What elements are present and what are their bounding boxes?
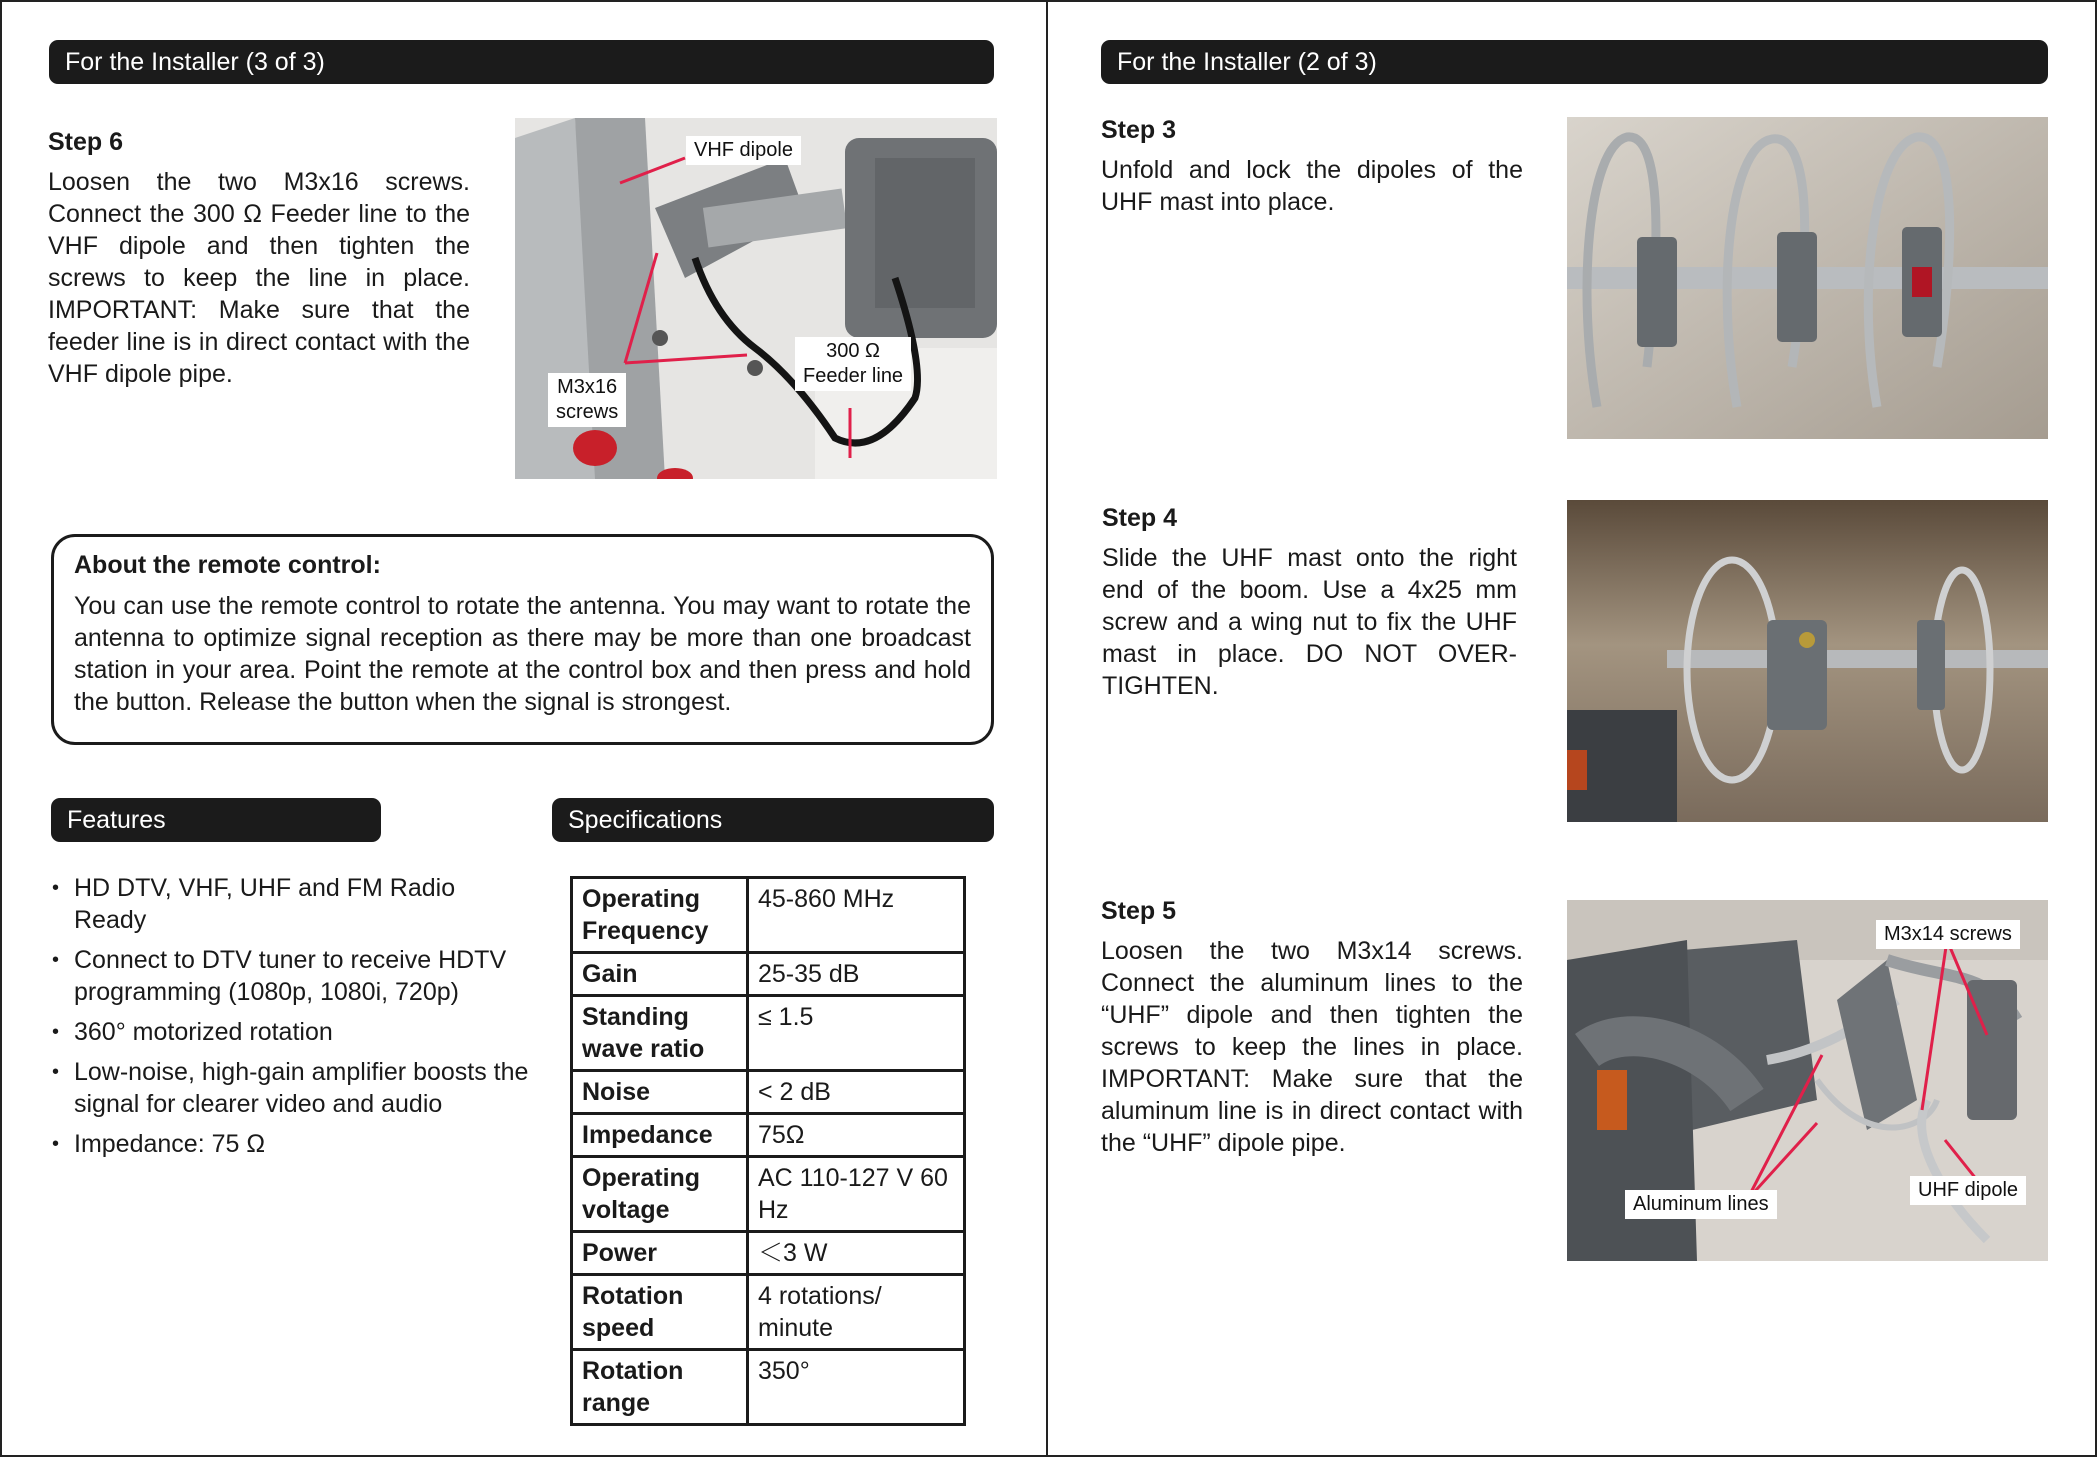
spec-value: 75Ω: [748, 1114, 965, 1157]
spec-value: AC 110-127 V 60 Hz: [748, 1157, 965, 1232]
spec-value: 4 rotations/ minute: [748, 1275, 965, 1350]
features-header: Features: [51, 798, 381, 842]
spec-value: 45-860 MHz: [748, 878, 965, 953]
step4-photo: [1567, 500, 2048, 822]
step5-text: Loosen the two M3x14 screws. Connect the aluminum lines to the “UHF” dipole and then tighten the screws to keep the lines in place. IMPORTANT: Make sure that the aluminum line is in direct contact with the “UHF” dipole pipe.: [1101, 937, 1523, 1157]
remote-text: You can use the remote control to rotate the antenna. You may want to rotate the antenna to optimize signal reception as there may be more than one broadcast station in your area. Point the remote at the control box and then press and hold the button. Release the button when the signal is strongest.: [74, 592, 971, 716]
spec-value: ＜3 W: [748, 1232, 965, 1275]
spec-row: [572, 996, 965, 1071]
spec-row: [572, 1275, 965, 1350]
installer-2-header: For the Installer (2 of 3): [1101, 40, 2048, 84]
feature-item: • Low-noise, high-gain amplifier boosts the signal for clearer video and audio: [50, 1056, 530, 1120]
callout-m3x16-screws: M3x16 screws: [548, 373, 626, 427]
step3-title: Step 3: [1101, 116, 1177, 144]
callout-feeder-line: 300 Ω Feeder line: [795, 337, 911, 391]
step6-title: Step 6: [48, 128, 124, 156]
spec-key: Gain: [572, 953, 748, 996]
spec-key: Noise: [572, 1071, 748, 1114]
feature-item: • 360° motorized rotation: [50, 1016, 530, 1048]
spec-row: [572, 1232, 965, 1275]
feature-item: • Connect to DTV tuner to receive HDTV programming (1080p, 1080i, 720p): [50, 944, 530, 1008]
feature-item: • Impedance: 75 Ω: [50, 1128, 530, 1160]
step4-text: Slide the UHF mast onto the right end of the boom. Use a 4x25 mm screw and a wing nut to fix the UHF mast in place. DO NOT OVER-TIGHTEN.: [1102, 544, 1517, 700]
spec-key: Standing wave ratio: [572, 996, 748, 1071]
spec-key: Rotation speed: [572, 1275, 748, 1350]
callout-vhf-dipole: VHF dipole: [686, 136, 801, 165]
specifications-table: [570, 876, 966, 1426]
spec-key: Power: [572, 1232, 748, 1275]
spec-row: [572, 1350, 965, 1425]
spec-value: 350°: [748, 1350, 965, 1425]
spec-row: [572, 1157, 965, 1232]
right-page: [1046, 0, 2097, 1457]
step4-title: Step 4: [1102, 504, 1178, 532]
features-list: [50, 872, 530, 1168]
spec-value: < 2 dB: [748, 1071, 965, 1114]
step6-text: Loosen the two M3x16 screws. Connect the 300 Ω Feeder line to the VHF dipole and then tighten the screws to keep the line in place. IMPORTANT: Make sure that the feeder line is in direct contact with the VHF dipole pipe.: [48, 168, 470, 388]
left-page: [0, 0, 1048, 1457]
spec-key: Operating voltage: [572, 1157, 748, 1232]
step5-photo: [1567, 900, 2048, 1261]
spec-value: ≤ 1.5: [748, 996, 965, 1071]
spec-key: Operating Frequency: [572, 878, 748, 953]
spec-row: [572, 1114, 965, 1157]
step5-title: Step 5: [1101, 897, 1177, 925]
step3-text: Unfold and lock the dipoles of the UHF mast into place.: [1101, 156, 1523, 216]
spec-key: Rotation range: [572, 1350, 748, 1425]
feature-item: • HD DTV, VHF, UHF and FM Radio Ready: [50, 872, 530, 936]
spec-value: 25-35 dB: [748, 953, 965, 996]
callout-m3x14-screws: M3x14 screws: [1876, 920, 2020, 949]
callout-uhf-dipole: UHF dipole: [1910, 1176, 2026, 1205]
remote-title: About the remote control:: [74, 551, 381, 579]
step3-photo: [1567, 117, 2048, 439]
spec-key: Impedance: [572, 1114, 748, 1157]
spec-row: [572, 953, 965, 996]
remote-control-box: [51, 534, 994, 745]
installer-3-header: For the Installer (3 of 3): [49, 40, 994, 84]
specifications-header: Specifications: [552, 798, 994, 842]
spec-row: [572, 878, 965, 953]
spec-row: [572, 1071, 965, 1114]
step6-photo: [515, 118, 997, 479]
callout-aluminum-lines: Aluminum lines: [1625, 1190, 1777, 1219]
